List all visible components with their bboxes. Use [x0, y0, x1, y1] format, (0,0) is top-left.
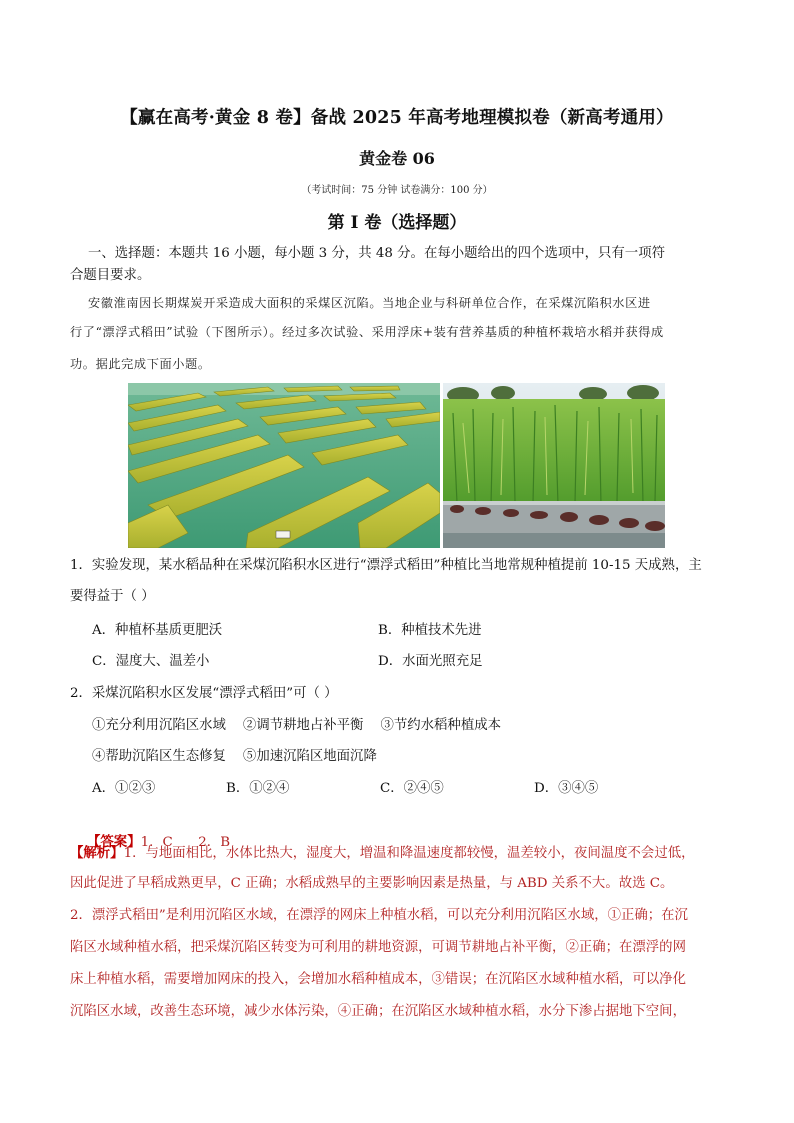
section-title: 第 I 卷（选择题）	[327, 213, 467, 233]
q1-stem-line-2: 要得益于（ ）	[70, 589, 155, 604]
q2-option-d: D．③④⑤	[534, 781, 599, 796]
answer-label: 【答案】	[87, 834, 141, 850]
paper-subtitle: 黄金卷 06	[359, 149, 435, 168]
instructions-line-1: 一、选择题：本题共 16 小题，每小题 3 分，共 48 分。在每小题给出的四个选项中，只有一项符	[88, 246, 665, 261]
q1-option-a: A．种植杯基质更肥沃	[92, 623, 223, 638]
analysis-line-4: 陷区水域种植水稻，把采煤沉陷区转变为可利用的耕地资源，可调节耕地占补平衡，②正确；在漂浮的网	[70, 940, 686, 955]
analysis-line-1	[70, 843, 730, 864]
analysis-text-1: 1．与地面相比，水体比热大，湿度大，增温和降温速度都较慢，温差较小，夜间温度不会过低，	[123, 846, 695, 861]
q2-statements-row-2: ④帮助沉陷区生态修复 ⑤加速沉陷区地面沉降	[92, 749, 377, 764]
analysis-line-2: 因此促进了早稻成熟更早，C 正确；水稻成熟早的主要影响因素是热量，与 ABD 关系不大。故选 C。	[70, 876, 674, 891]
q2-statements-row-1: ①充分利用沉陷区水域 ②调节耕地占补平衡 ③节约水稻种植成本	[92, 718, 501, 733]
exam-info: （考试时间：75 分钟 试卷满分：100 分）	[301, 185, 493, 196]
analysis-line-6: 沉陷区水域，改善生态环境，减少水体污染，④正确；在沉陷区水域种植水稻，水分下渗占据地下空间，	[70, 1004, 686, 1019]
rice-planting-cups-photo	[443, 383, 665, 548]
analysis-line-3: 2．漂浮式稻田”是利用沉陷区水域，在漂浮的网床上种植水稻，可以充分利用沉陷区水域，①正确；在沉	[70, 908, 688, 923]
q1-stem-line-1: 1．实验发现，某水稻品种在采煤沉陷积水区进行“漂浮式稻田”种植比当地常规种植提前 10-15 天成熟，主	[70, 558, 702, 573]
passage-line-1: 安徽淮南因长期煤炭开采造成大面积的采煤区沉陷。当地企业与科研单位合作，在采煤沉陷积水区进	[88, 296, 651, 310]
main-title: 【赢在高考·黄金 8 卷】备战 2025 年高考地理模拟卷（新高考通用）	[120, 108, 674, 128]
passage-line-3: 功。据此完成下面小题。	[70, 357, 211, 371]
q1-option-d: D．水面光照充足	[378, 654, 483, 669]
q2-option-b: B．①②④	[226, 781, 290, 796]
analysis-label: 【解析】	[70, 845, 124, 861]
passage-line-2: 行了“漂浮式稻田”试验（下图所示）。经过多次试验、采用浮床+装有营养基质的种植杯栽培水稻并获得成	[70, 325, 664, 339]
instructions-line-2: 合题目要求。	[70, 268, 151, 283]
q1-option-c: C．湿度大、温差小	[92, 654, 210, 669]
q1-option-b: B．种植技术先进	[378, 623, 482, 638]
q2-option-a: A．①②③	[92, 781, 156, 796]
floating-rice-aerial-photo	[128, 383, 440, 548]
q2-option-c: C．②④⑤	[380, 781, 444, 796]
q2-stem: 2．采煤沉陷积水区发展“漂浮式稻田”可（ ）	[70, 686, 338, 701]
answer-text: 1．C 2．B	[140, 835, 231, 850]
analysis-line-5: 床上种植水稻，需要增加网床的投入，会增加水稻种植成本，③错误；在沉陷区水域种植水稻，可以净化	[70, 972, 686, 987]
